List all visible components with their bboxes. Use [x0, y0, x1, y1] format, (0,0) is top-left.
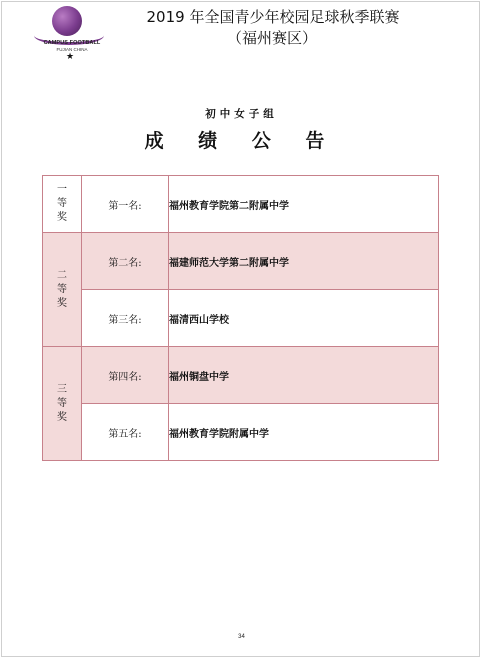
prize-char: 三 [57, 383, 67, 395]
prize-char: 等 [57, 198, 67, 209]
table-row [43, 404, 439, 461]
event-region: （福州赛区） [226, 29, 317, 47]
table-row [43, 290, 439, 347]
results-table [42, 175, 439, 461]
document-page [1, 1, 480, 657]
logo-text-line2: FUJIAN CHINA [56, 47, 88, 52]
school-cell: 福州铜盘中学 [169, 347, 439, 404]
announcement-heading: 成 绩 公 告 [144, 130, 339, 152]
rank-cell: 第三名: [82, 290, 169, 347]
prize-char: 奖 [57, 212, 67, 223]
rank-cell: 第四名: [82, 347, 169, 404]
prize-char: 二 [57, 269, 67, 281]
table-row [43, 176, 439, 233]
prize-cell-first [43, 176, 82, 233]
event-title: 2019 年全国青少年校园足球秋季联赛 [146, 8, 400, 26]
school-cell: 福清西山学校 [169, 290, 439, 347]
table-row [43, 347, 439, 404]
logo-text-line1: CAMPUS FOOTBALL [43, 40, 101, 46]
school-cell: 福州教育学院第二附属中学 [169, 176, 439, 233]
school-cell: 福建师范大学第二附属中学 [169, 233, 439, 290]
prize-char: 奖 [57, 297, 67, 309]
prize-cell-third [43, 347, 82, 461]
rank-cell: 第二名: [82, 233, 169, 290]
rank-cell: 第五名: [82, 404, 169, 461]
star-icon: ★ [66, 52, 75, 62]
prize-char: 奖 [57, 411, 67, 423]
campus-football-logo [32, 4, 110, 64]
school-cell: 福州教育学院附属中学 [169, 404, 439, 461]
page-number: 34 [238, 634, 245, 640]
rank-cell: 第一名: [82, 176, 169, 233]
group-title: 初中女子组 [205, 108, 278, 120]
prize-char: 等 [57, 283, 67, 295]
prize-char: 等 [57, 397, 67, 409]
table-row [43, 233, 439, 290]
prize-cell-second [43, 233, 82, 347]
prize-char: 一 [57, 184, 67, 195]
